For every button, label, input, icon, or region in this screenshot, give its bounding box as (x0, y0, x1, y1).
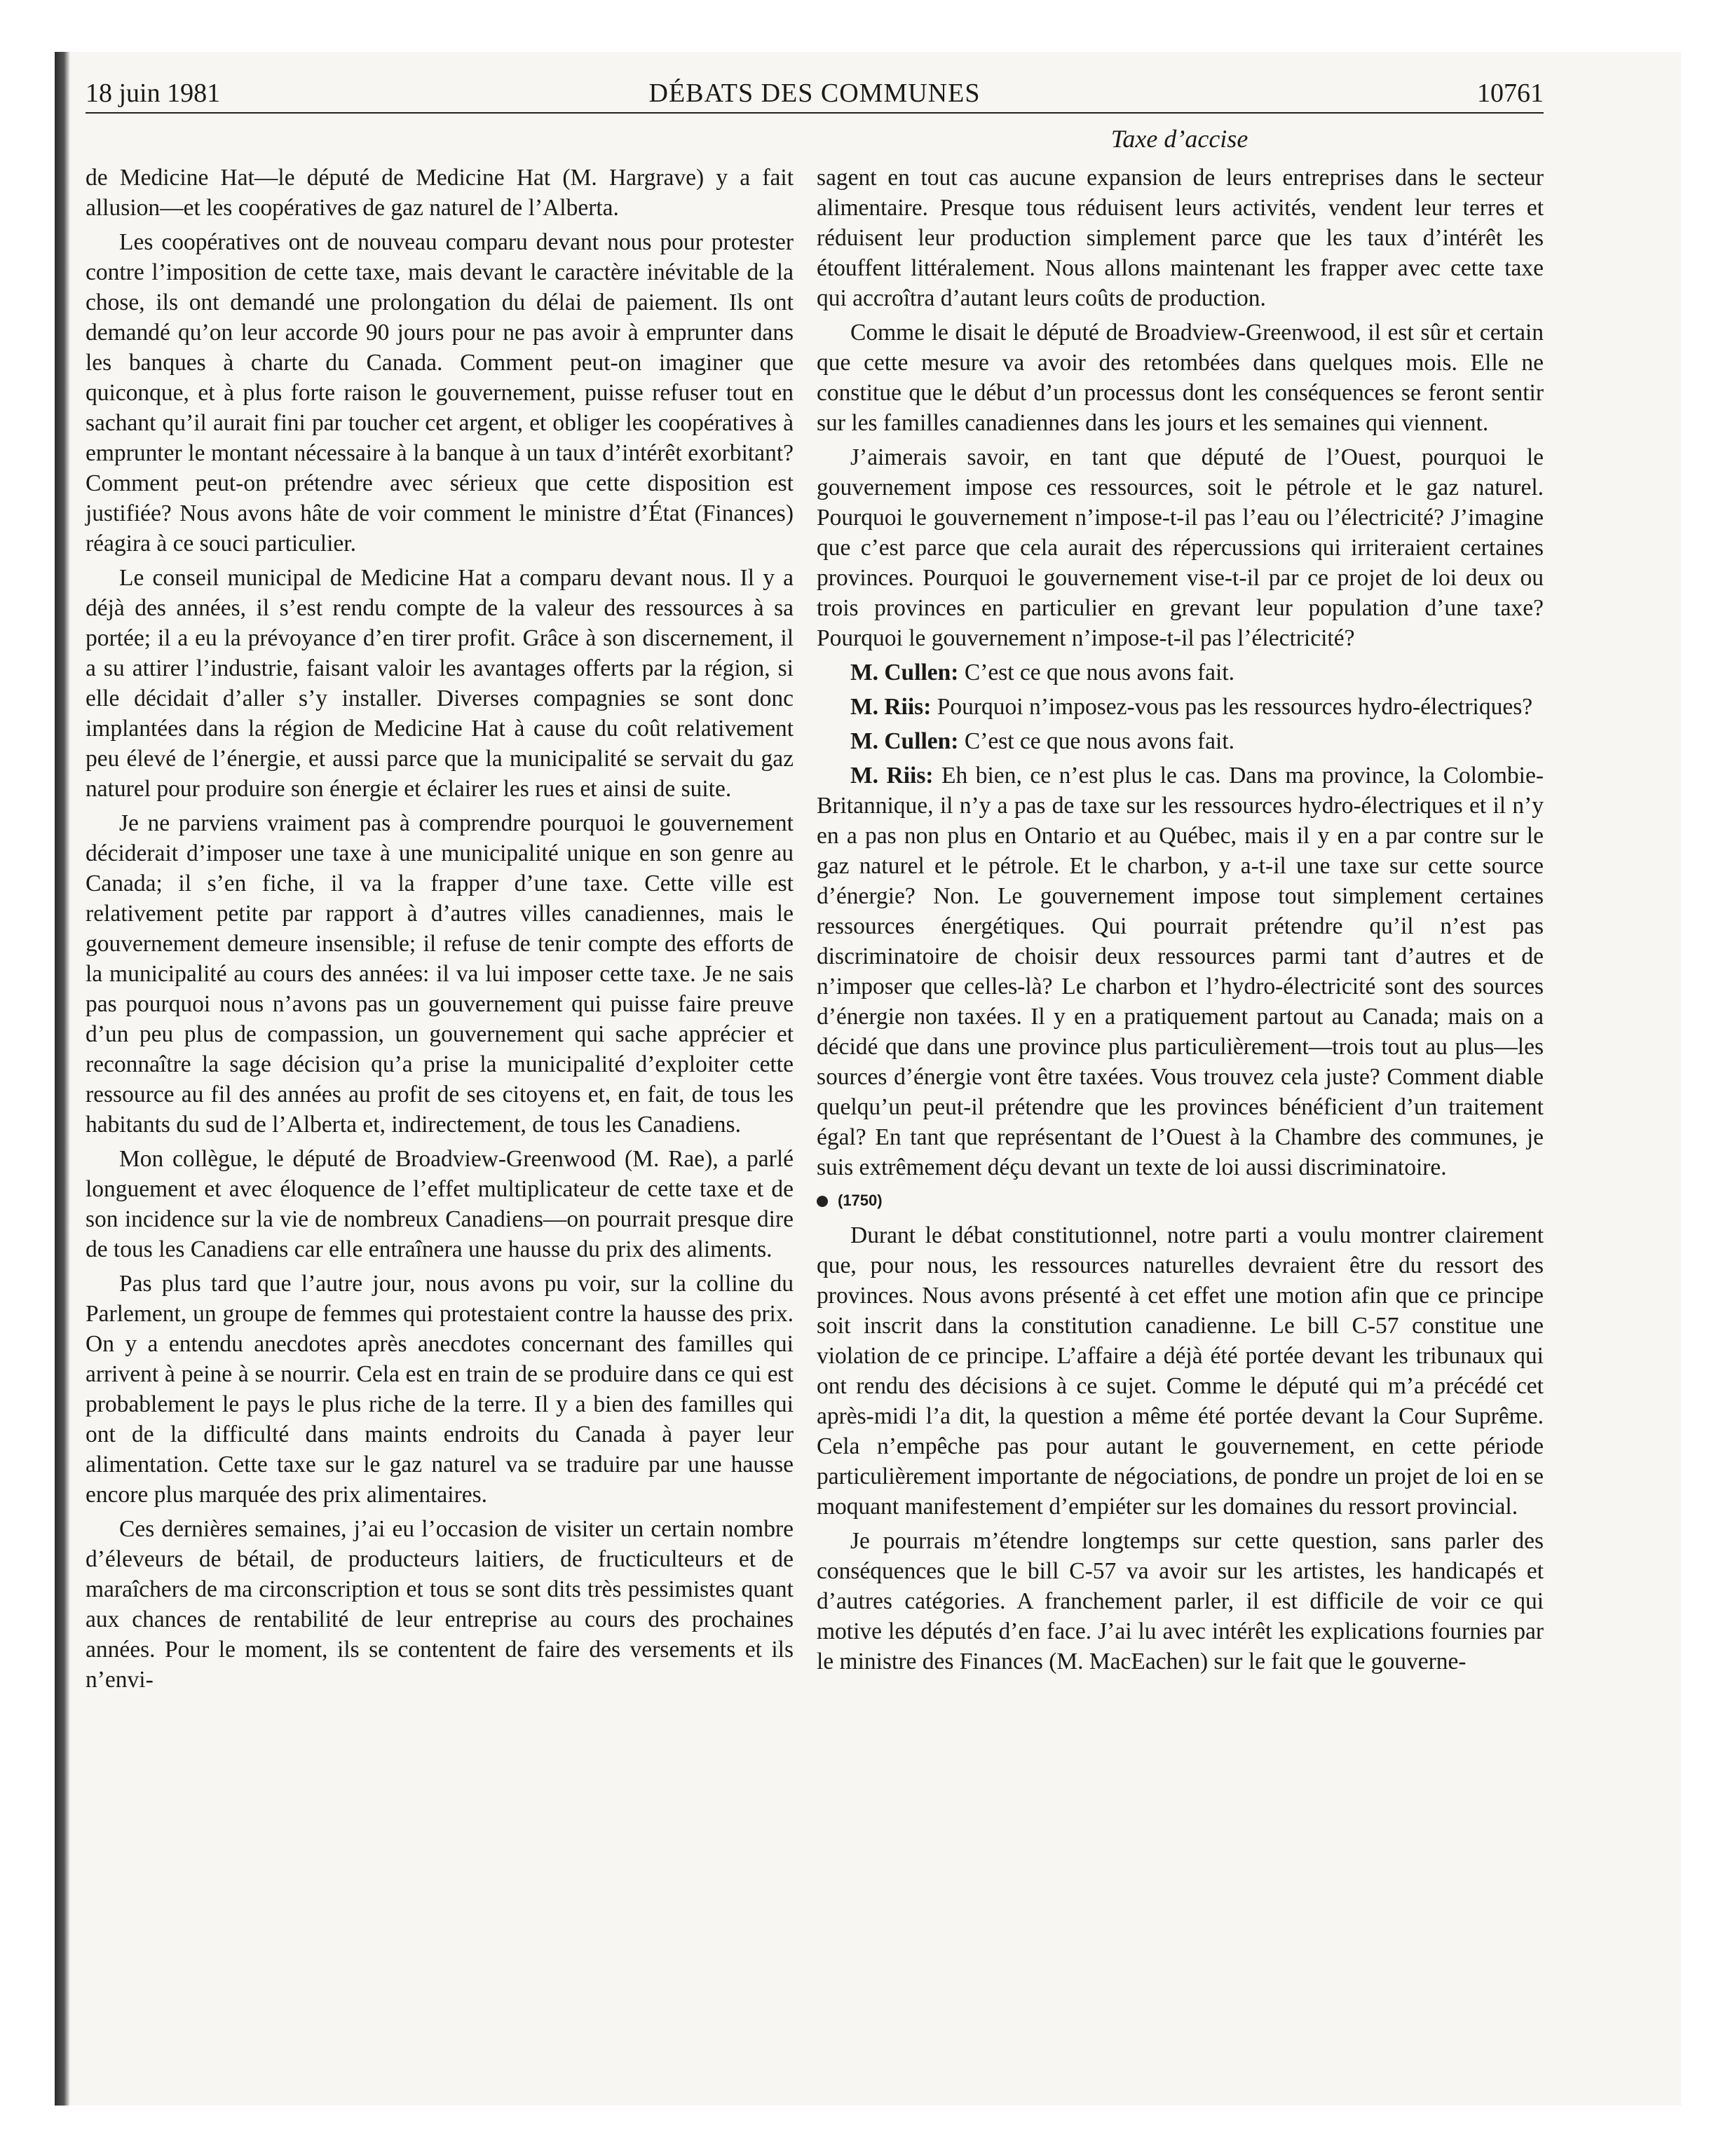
speech-paragraph (817, 692, 1544, 722)
paragraph: Pas plus tard que l’autre jour, nous avons pu voir, sur la colline du Parlement, un groupe de femmes qui protestaient contre la hausse des prix. On y a entendu anecdotes après anecdotes concernant des familles qui arrivent à peine à se nourrir. Cela est en train de se produire dans ce qui est probablement le pays le plus riche de la terre. Il y a bien des familles qui ont de la difficulté dans maints endroits du Canada à payer leur alimentation. Cette taxe sur le gaz naturel va se traduire par une hausse encore plus marquée des prix alimentaires. (86, 1271, 794, 1508)
paragraph: sagent en tout cas aucune expansion de leurs entreprises dans le secteur alimentaire. Presque tous réduisent leurs activités, vendent leur terres et réduisent leur production simplement parce que les taux d’intérêt les étouffent littéralement. Nous allons maintenant les frapper avec cette taxe qui accroîtra d’autant leurs coûts de production. (817, 165, 1544, 311)
header-date: 18 juin 1981 (86, 79, 221, 108)
paragraph: Durant le débat constitutionnel, notre parti a voulu montrer clairement que, pour nous, les ressources naturelles devraient être du ressort des provinces. Nous avons présenté à cet effet une motion afin que ce principe soit inscrit dans la constitution canadienne. Le bill C-57 constitue une violation de ce principe. L’affaire a déjà été portée devant les tribunaux qui ont rendu des décisions à ce sujet. Comme le député qui m’a précédé cet après-midi l’a dit, la question a même été portée devant la Cour Suprême. Cela n’empêche pas pour autant le gouvernement, en cette période particulièrement importante de négociations, de pondre un projet de loi en se moquant manifestement d’empiéter sur les domaines du ressort provincial. (817, 1222, 1544, 1520)
paragraph: Je pourrais m’étendre longtemps sur cette question, sans parler des conséquences que le bill C-57 va avoir sur les artistes, les handicapés et d’autres catégories. A franchement parler, il est difficile de voir ce qui motive les députés d’en face. J’ai lu avec intérêt les explications fournies par le ministre des Finances (M. MacEachen) sur le fait que le gouverne- (817, 1528, 1544, 1674)
speech-text: C’est ce que nous avons fait. (958, 728, 1234, 754)
speaker-name: M. Riis: (850, 763, 934, 789)
header-page-number: 10761 (1477, 79, 1544, 108)
running-head: Taxe d’accise (1110, 125, 1248, 153)
speaker-name: M. Cullen: (850, 660, 959, 685)
time-stamp (817, 1187, 1544, 1215)
paragraph: Je ne parviens vraiment pas à comprendre pourquoi le gouvernement déciderait d’imposer une taxe à une municipalité unique en son genre au Canada; il s’en fiche, il va la frapper d’une taxe. Cette ville est relativement petite par rapport à d’autres villes canadiennes, mais le gouvernement demeure insensible; il refuse de tenir compte des efforts de la municipalité au cours des années: il va lui imposer cette taxe. Je ne sais pas pourquoi nous n’avons pas un gouvernement qui puisse faire preuve d’un peu plus de compassion, un gouvernement qui sache apprécier et reconnaître la sage décision qu’a prise la municipalité d’exploiter cette ressource au fil des années au profit de ses citoyens et, en fait, de tous les habitants du sud de l’Alberta et, indirectement, de tous les Canadiens. (86, 810, 794, 1138)
paragraph: J’aimerais savoir, en tant que député de l’Ouest, pourquoi le gouvernement impose ces ressources, soit le pétrole et le gaz naturel. Pourquoi le gouvernement n’impose-t-il pas l’eau ou l’électricité? J’imagine que c’est parce que cela aurait des répercussions qui irriteraient certaines provinces. Pourquoi le gouvernement vise-t-il par ce projet de loi deux ou trois provinces en particulier en grevant leur population d’une taxe? Pourquoi le gouvernement n’impose-t-il pas l’électricité? (817, 444, 1544, 651)
paragraph: Les coopératives ont de nouveau comparu devant nous pour protester contre l’imposition de cette taxe, mais devant le caractère inévitable de la chose, ils ont demandé une prolongation du délai de paiement. Ils ont demandé qu’on leur accorde 90 jours pour ne pas avoir à emprunter dans les banques à charte du Canada. Comment peut-on imaginer que quiconque, et à plus forte raison le gouvernement, puisse refuser tout en sachant qu’il aurait fini par toucher cet argent, et obliger les coopératives à emprunter le montant nécessaire à la banque à un taux d’intérêt exorbitant? Comment peut-on prétendre avec sérieux que cette disposition est justifiée? Nous avons hâte de voir comment le ministre d’État (Finances) réagira à ce souci particulier. (86, 229, 794, 557)
right-column (817, 163, 1544, 1681)
speaker-name: M. Riis: (850, 694, 932, 720)
paragraph: de Medicine Hat—le député de Medicine Hat (M. Hargrave) y a fait allusion—et les coopératives de gaz naturel de l’Alberta. (86, 165, 794, 221)
speech-paragraph (817, 726, 1544, 756)
speech-text: C’est ce que nous avons fait. (958, 660, 1234, 685)
paragraph: Ces dernières semaines, j’ai eu l’occasion de visiter un certain nombre d’éleveurs de bétail, de producteurs laitiers, de fructiculteurs et de maraîchers de ma circonscription et tous se sont dits très pessimistes quant aux chances de rentabilité de leur entreprise au cours des prochaines années. Pour le moment, ils se contentent de faire des versements et ils n’envi- (86, 1516, 794, 1693)
paragraph: Comme le disait le député de Broadview-Greenwood, il est sûr et certain que cette mesure va avoir des retombées dans quelques mois. Elle ne constitue que le début d’un processus dont les conséquences se feront sentir sur les familles canadiennes dans les jours et les semaines qui viennent. (817, 320, 1544, 436)
speech-text: Eh bien, ce n’est plus le cas. Dans ma province, la Colombie-Britannique, il n’y a pas de taxe sur les ressources hydro-électriques et il n’y en a pas non plus en Ontario et au Québec, mais il y en a par contre sur le gaz naturel et le pétrole. Et le charbon, y a-t-il une taxe sur cette source d’énergie? Non. Le gouvernement impose tout simplement certaines ressources énergétiques. Qui pourrait prétendre qu’il n’est pas discriminatoire de choisir deux ressources parmi tant d’autres et de n’imposer que celles-là? Le charbon et l’hydro-électricité sont des sources d’énergie non taxées. Il y en a pratiquement partout au Canada; mais on a décidé que dans une province plus particulièrement—trois tout au plus—les sources d’énergie vont être taxées. Vous trouvez cela juste? Comment diable quelqu’un peut-il prétendre que les provinces bénéficient d’un traitement égal? En tant que représentant de l’Ouest à la Chambre des communes, je suis extrêmement déçu devant un texte de loi aussi discriminatoire. (817, 763, 1544, 1180)
paragraph: Mon collègue, le député de Broadview-Greenwood (M. Rae), a parlé longuement et avec éloquence de l’effet multiplicateur de cette taxe et de son incidence sur la vie de nombreux Canadiens—on pourrait presque dire de tous les Canadiens car elle entraînera une hausse du prix des aliments. (86, 1146, 794, 1262)
speech-paragraph (817, 657, 1544, 688)
scan-edge-shadow (55, 52, 70, 2106)
page-header (86, 76, 1544, 111)
time-stamp-text: (1750) (838, 1192, 883, 1209)
paragraph: Le conseil municipal de Medicine Hat a comparu devant nous. Il y a déjà des années, il s’est rendu compte de la valeur des ressources à sa portée; il a eu la prévoyance d’en tirer profit. Grâce à son discernement, il a su attirer l’industrie, faisant valoir les avantages offerts par la région, si elle décidait d’aller s’y installer. Diverses compagnies se sont donc implantées dans la région de Medicine Hat à cause du coût relativement peu élevé de l’énergie, et aussi parce que la municipalité se servait du gaz naturel pour produire son énergie et éclairer les rues et ainsi de suite. (86, 565, 794, 802)
speech-text: Pourquoi n’imposez-vous pas les ressources hydro-électriques? (931, 694, 1533, 720)
header-title: DÉBATS DES COMMUNES (648, 79, 981, 108)
left-column (86, 163, 794, 1699)
header-rule (86, 112, 1544, 114)
speech-paragraph (817, 760, 1544, 1182)
speaker-name: M. Cullen: (850, 728, 959, 754)
bullet-icon (817, 1196, 828, 1207)
